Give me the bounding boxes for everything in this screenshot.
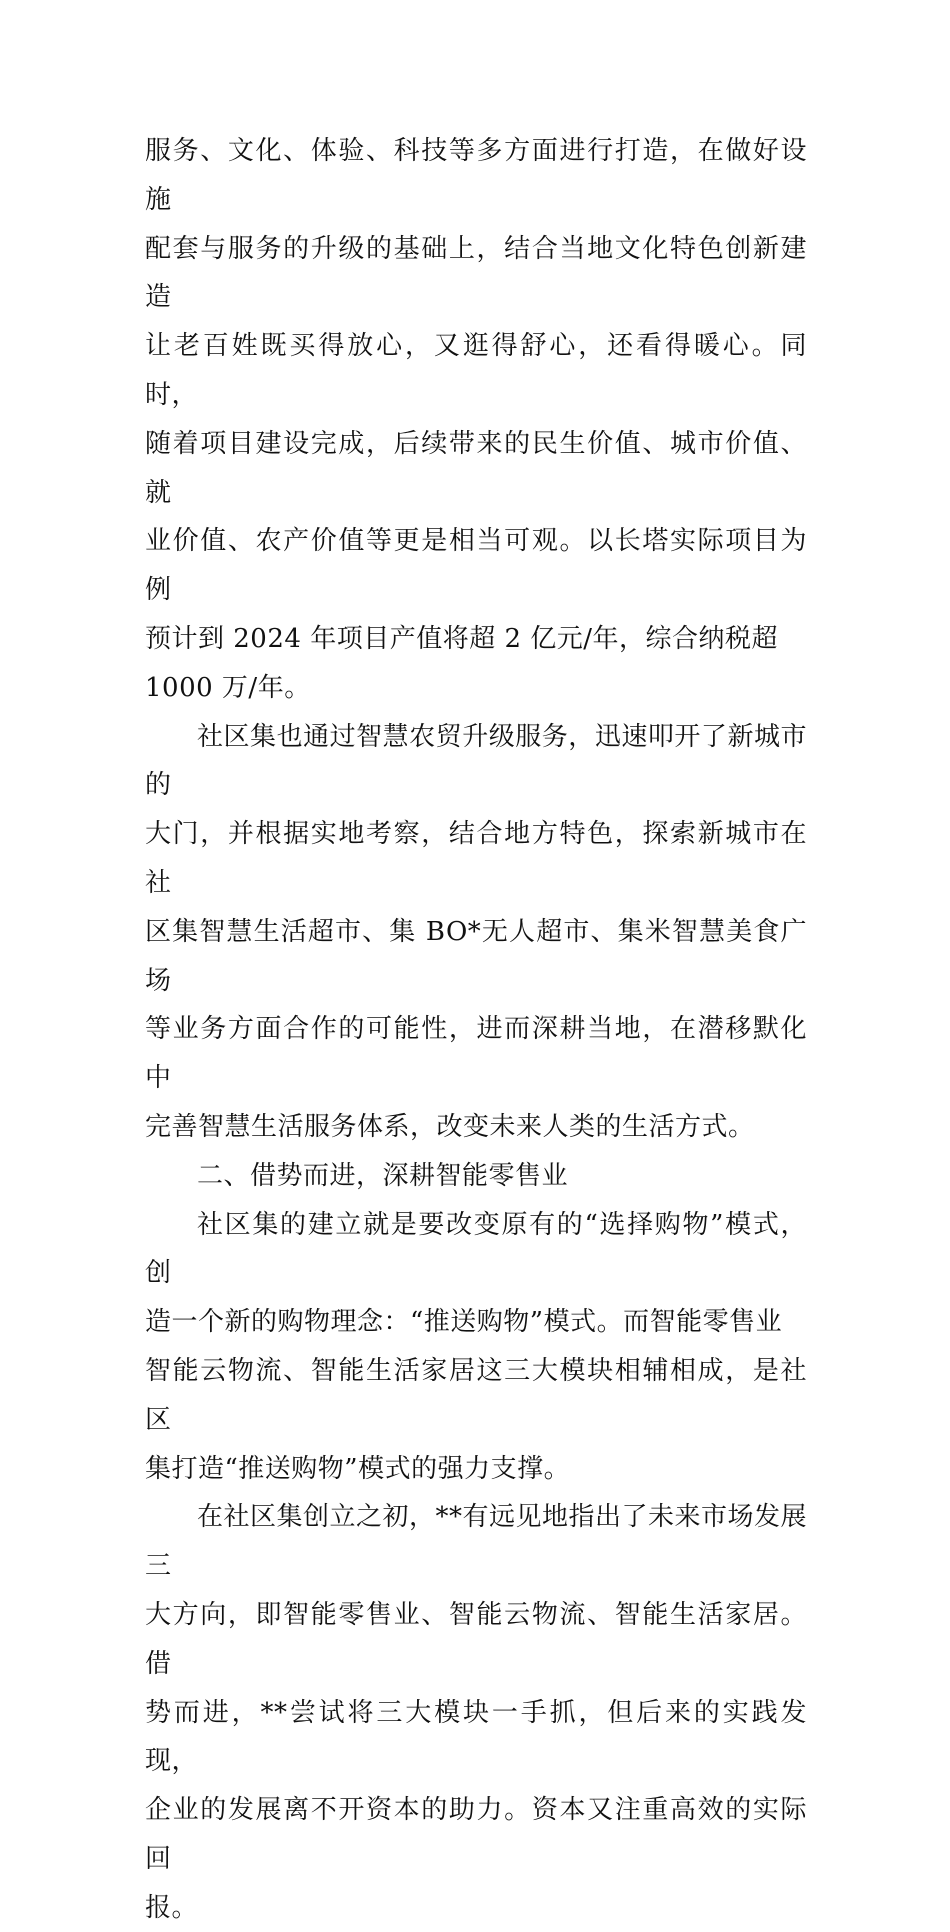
text-line: 配套与服务的升级的基础上，结合当地文化特色创新建造 [145, 233, 807, 313]
text-line: 等业务方面合作的可能性，进而深耕当地，在潜移默化中 [145, 1014, 807, 1094]
text-line: 完善智慧生活服务体系，改变未来人类的生活方式。 [145, 1111, 755, 1142]
text-line: 1000 万/年。 [145, 672, 311, 703]
text-line: 势而进，**尝试将三大模块一手抓，但后来的实践发现， [145, 1697, 807, 1777]
text-line: 业价值、农产价值等更是相当可观。以长塔实际项目为例 [145, 526, 807, 606]
text-line: 社区集也通过智慧农贸升级服务，迅速叩开了新城市的 [145, 721, 807, 801]
paragraph-3 [145, 1201, 807, 1494]
text-line: 大门，并根据实地考察，结合地方特色，探索新城市在社 [145, 819, 807, 898]
text-line: 随着项目建设完成，后续带来的民生价值、城市价值、就 [145, 428, 807, 508]
text-line: 二、借势而进，深耕智能零售业 [197, 1160, 569, 1191]
text-line: 预计到 2024 年项目产值将超 2 亿元/年，综合纳税超 [145, 623, 779, 654]
text-line: 企业的发展离不开资本的助力。资本又注重高效的实际回 [145, 1795, 807, 1874]
document-body [145, 127, 807, 1932]
text-line: 报。 [145, 1892, 199, 1923]
text-line: 让老百姓既买得放心，又逛得舒心，还看得暖心。同时， [145, 331, 807, 410]
paragraph-1 [145, 127, 807, 713]
text-line: 智能云物流、智能生活家居这三大模块相辅相成，是社区 [145, 1355, 807, 1435]
text-line: 区集智慧生活超市、集 BO*无人超市、集米智慧美食广场 [145, 916, 807, 996]
paragraph-4 [145, 1493, 807, 1932]
text-line: 造一个新的购物理念：“推送购物”模式。而智能零售业 [145, 1307, 783, 1338]
paragraph-2 [145, 713, 807, 1152]
section-heading [145, 1152, 807, 1201]
text-line: 在社区集创立之初，**有远见地指出了未来市场发展三 [145, 1502, 808, 1582]
text-line: 服务、文化、体验、科技等多方面进行打造，在做好设施 [145, 136, 807, 215]
text-line: 集打造“推送购物”模式的强力支撑。 [145, 1453, 571, 1484]
text-line: 社区集的建立就是要改变原有的“选择购物”模式，创 [145, 1209, 807, 1289]
text-line: 大方向，即智能零售业、智能云物流、智能生活家居。借 [145, 1599, 807, 1679]
